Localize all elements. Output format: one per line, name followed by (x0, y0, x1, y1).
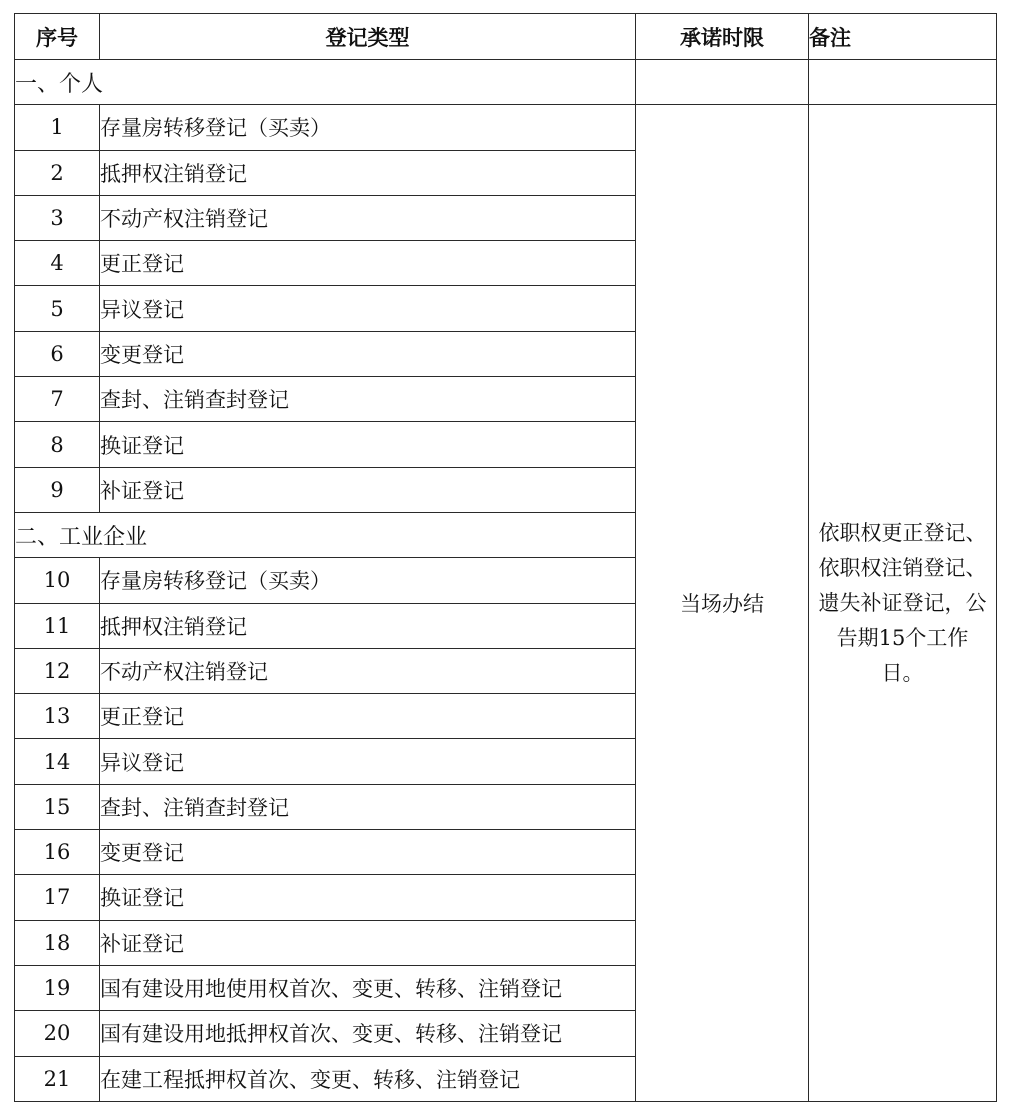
row-type: 换证登记 (100, 422, 636, 467)
section-title: 一、个人 (15, 60, 636, 105)
row-number: 7 (15, 377, 100, 422)
row-type: 抵押权注销登记 (100, 150, 636, 195)
row-number: 10 (15, 558, 100, 603)
row-type: 更正登记 (100, 241, 636, 286)
row-type: 国有建设用地抵押权首次、变更、转移、注销登记 (100, 1011, 636, 1056)
table-row (15, 105, 997, 150)
header-row (15, 14, 997, 60)
row-type: 补证登记 (100, 920, 636, 965)
row-type: 变更登记 (100, 331, 636, 376)
row-number: 18 (15, 920, 100, 965)
row-number: 16 (15, 830, 100, 875)
header-note: 备注 (809, 14, 997, 60)
header-limit: 承诺时限 (636, 14, 809, 60)
row-number: 12 (15, 648, 100, 693)
row-number: 14 (15, 739, 100, 784)
registration-table (14, 13, 997, 1102)
table-body (15, 60, 997, 1102)
row-number: 5 (15, 286, 100, 331)
row-type: 不动产权注销登记 (100, 195, 636, 240)
row-type: 异议登记 (100, 739, 636, 784)
note-cell (809, 105, 997, 1102)
empty-note-cell (809, 60, 997, 105)
note-text: 依职权更正登记、依职权注销登记、遗失补证登记，公告期15个工作日。 (818, 520, 987, 685)
header-num: 序号 (15, 14, 100, 60)
row-number: 20 (15, 1011, 100, 1056)
row-type: 换证登记 (100, 875, 636, 920)
row-number: 2 (15, 150, 100, 195)
row-number: 21 (15, 1056, 100, 1101)
row-number: 6 (15, 331, 100, 376)
row-type: 异议登记 (100, 286, 636, 331)
row-type: 查封、注销查封登记 (100, 377, 636, 422)
empty-limit-cell (636, 60, 809, 105)
row-type: 国有建设用地使用权首次、变更、转移、注销登记 (100, 965, 636, 1010)
row-type: 存量房转移登记（买卖） (100, 558, 636, 603)
row-number: 13 (15, 694, 100, 739)
row-number: 15 (15, 784, 100, 829)
row-type: 补证登记 (100, 467, 636, 512)
row-number: 9 (15, 467, 100, 512)
row-type: 不动产权注销登记 (100, 648, 636, 693)
row-number: 19 (15, 965, 100, 1010)
row-type: 查封、注销查封登记 (100, 784, 636, 829)
row-number: 1 (15, 105, 100, 150)
row-type: 更正登记 (100, 694, 636, 739)
row-type: 变更登记 (100, 830, 636, 875)
section-title: 二、工业企业 (15, 512, 636, 557)
row-number: 17 (15, 875, 100, 920)
row-type: 抵押权注销登记 (100, 603, 636, 648)
row-type: 在建工程抵押权首次、变更、转移、注销登记 (100, 1056, 636, 1101)
header-type: 登记类型 (100, 14, 636, 60)
section-row (15, 60, 997, 105)
row-number: 8 (15, 422, 100, 467)
row-type: 存量房转移登记（买卖） (100, 105, 636, 150)
row-number: 11 (15, 603, 100, 648)
limit-cell: 当场办结 (636, 105, 809, 1102)
row-number: 3 (15, 195, 100, 240)
row-number: 4 (15, 241, 100, 286)
